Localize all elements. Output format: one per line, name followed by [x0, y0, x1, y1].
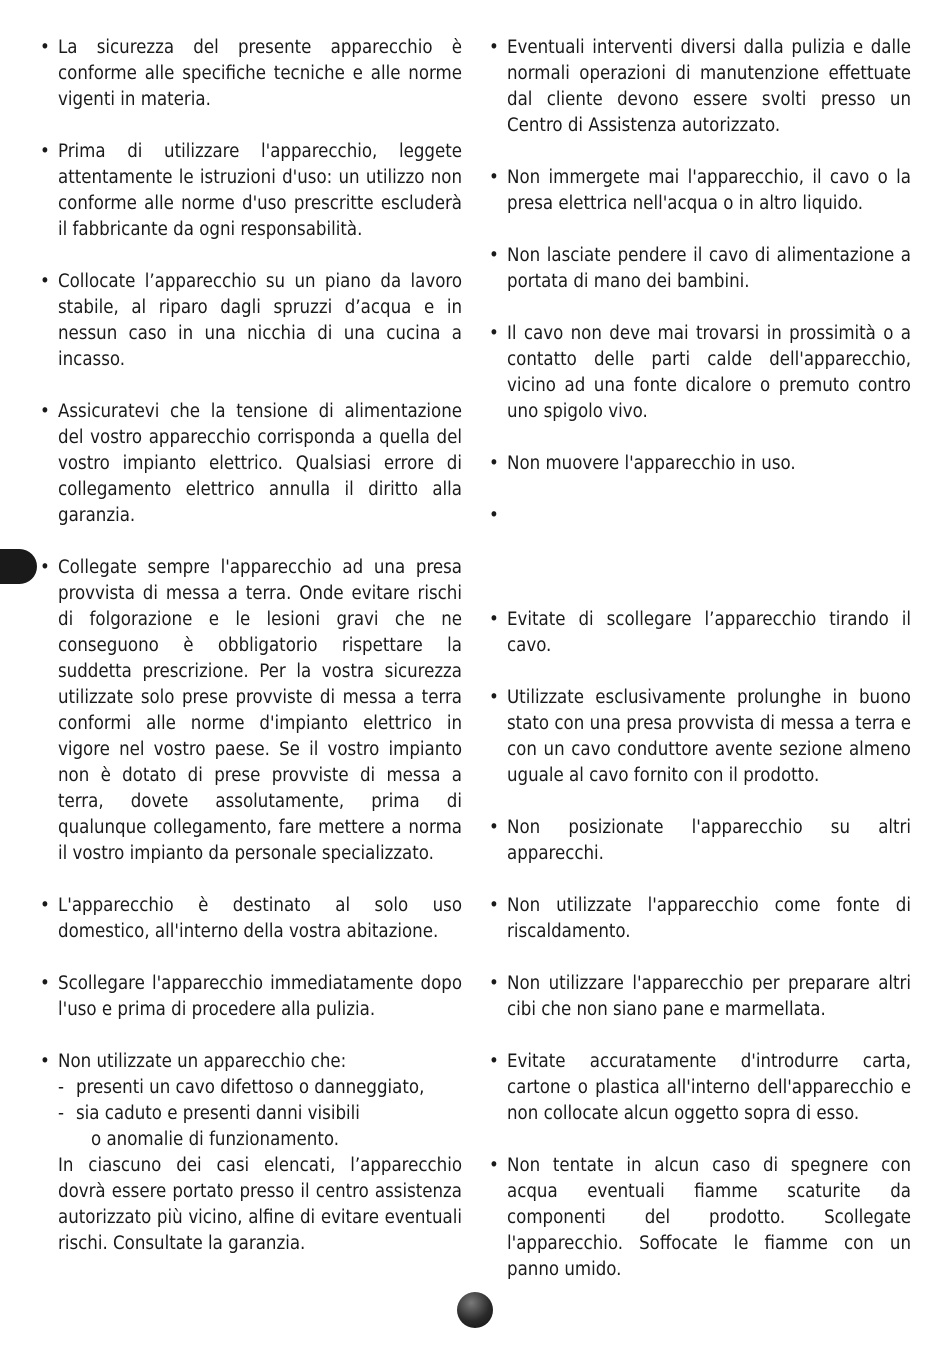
language-tab-marker — [0, 549, 37, 584]
bullet: • — [40, 37, 50, 58]
item-text: Non muovere l'apparecchio in uso. — [507, 453, 796, 474]
bullet: • — [489, 895, 499, 916]
safety-item — [487, 321, 911, 425]
safety-item — [38, 971, 462, 1023]
item-text: Il cavo non deve mai trovarsi in prossimità o a contatto delle parti calde dell'apparecchio, vicino ad una fonte dicalore o premuto contro uno spigolo vivo. — [507, 323, 911, 422]
bullet: • — [40, 557, 50, 578]
bullet: • — [489, 505, 499, 526]
bullet: • — [489, 1155, 499, 1176]
bullet: • — [489, 609, 499, 630]
bullet: • — [489, 1051, 499, 1072]
bullet: • — [489, 453, 499, 474]
item-text: Collegate sempre l'apparecchio ad una presa provvista di messa a terra. Onde evitare rischi di folgorazione e le lesioni gravi che ne conseguono è obbligatorio rispettare la suddetta prescrizione. Per la vostra sicurezza utilizzate solo prese provviste di messa a terra conformi alle norme d'impianto elettrico in vigore nel vostro paese. Se il vostro impianto non è dotato di prese provviste di messa a terra, dovete assolutamente, prima di qualunque collegamento, fare mettere a norma il vostro impianto da personale specializzato. — [58, 557, 462, 864]
safety-item — [38, 399, 462, 529]
item-text: Non utilizzate un apparecchio che: — [58, 1051, 347, 1072]
item-text: L'apparecchio è destinato al solo uso domestico, all'interno della vostra abitazione. — [58, 895, 462, 942]
page-number-badge — [457, 1292, 493, 1328]
bullet: • — [40, 973, 50, 994]
bullet: • — [40, 895, 50, 916]
safety-item — [487, 893, 911, 945]
safety-item — [487, 685, 911, 789]
item-text: La sicurezza del presente apparecchio è conforme alle specifiche tecniche e alle norme vigenti in materia. — [58, 37, 462, 110]
bullet: • — [489, 245, 499, 266]
safety-item — [487, 607, 911, 659]
item-text: Non utilizzate l'apparecchio come fonte di riscaldamento. — [507, 895, 911, 942]
sub-item-text: o anomalie di funzionamento. — [91, 1129, 339, 1150]
bullet: • — [40, 141, 50, 162]
sub-item-text: sia caduto e presenti danni visibili — [76, 1103, 360, 1124]
bullet: • — [489, 323, 499, 344]
safety-item — [487, 243, 911, 295]
sub-item-continuation — [58, 1127, 462, 1153]
item-text: Eventuali interventi diversi dalla pulizia e dalle normali operazioni di manutenzione effettuate dal cliente devono essere svolti presso un Centro di Assistenza autorizzato. — [507, 37, 911, 136]
safety-item — [487, 815, 911, 867]
dash: - — [58, 1077, 65, 1098]
safety-item — [38, 269, 462, 373]
bullet: • — [489, 973, 499, 994]
item-text: Assicuratevi che la tensione di alimentazione del vostro apparecchio corrisponda a quella del vostro impianto elettrico. Qualsiasi errore di collegamento elettrico annulla il diritto alla garanzia. — [58, 401, 462, 526]
safety-item — [487, 165, 911, 217]
item-text: Evitate accuratamente d'introdurre carta, cartone o plastica all'interno dell'apparecchio e non collocate alcun oggetto sopra di esso. — [507, 1051, 911, 1124]
item-text: Non utilizzare l'apparecchio per preparare altri cibi che non siano pane e marmellata. — [507, 973, 911, 1020]
safety-item — [487, 35, 911, 139]
safety-item — [487, 971, 911, 1023]
item-text: Prima di utilizzare l'apparecchio, leggete attentamente le istruzioni d'uso: un utilizzo non conforme alle norme d'uso prescritte escluderà il fabbricante da ogni responsabilità. — [58, 141, 462, 240]
right-column — [487, 35, 911, 1283]
safety-item — [38, 35, 462, 113]
sub-item-text: presenti un cavo difettoso o danneggiato, — [76, 1077, 425, 1098]
item-text: Utilizzate esclusivamente prolunghe in buono stato con una presa provvista di messa a terra e con un cavo conduttore avente sezione almeno uguale al cavo fornito con il prodotto. — [507, 687, 911, 786]
safety-item — [38, 1049, 462, 1257]
item-text: Evitate di scollegare l’apparecchio tirando il cavo. — [507, 609, 911, 656]
bullet: • — [489, 687, 499, 708]
left-column — [38, 35, 462, 1257]
item-text: Non immergete mai l'apparecchio, il cavo o la presa elettrica nell'acqua o in altro liquido. — [507, 167, 911, 214]
item-text: Scollegare l'apparecchio immediatamente dopo l'uso e prima di procedere alla pulizia. — [58, 973, 462, 1020]
bullet: • — [40, 1051, 50, 1072]
bullet: • — [489, 817, 499, 838]
item-text: Non posizionate l'apparecchio su altri apparecchi. — [507, 817, 911, 864]
item-text-after: In ciascuno dei casi elencati, l’apparecchio dovrà essere portato presso il centro assistenza autorizzato più vicino, alfine di evitare eventuali rischi. Consultate la garanzia. — [58, 1155, 462, 1254]
safety-item-empty — [487, 503, 911, 529]
item-text: Non lasciate pendere il cavo di alimentazione a portata di mano dei bambini. — [507, 245, 911, 292]
safety-item — [487, 1049, 911, 1127]
safety-item — [38, 555, 462, 867]
bullet: • — [40, 401, 50, 422]
safety-item — [38, 139, 462, 243]
item-text: Collocate l’apparecchio su un piano da lavoro stabile, al riparo dagli spruzzi d’acqua e in nessun caso in una nicchia di una cucina a incasso. — [58, 271, 462, 370]
bullet: • — [40, 271, 50, 292]
item-text: Non tentate in alcun caso di spegnere con acqua eventuali fiamme scaturite da componenti del prodotto. Scollegate l'apparecchio. Soffocate le fiamme con un panno umido. — [507, 1155, 911, 1280]
page-number — [457, 1292, 493, 1328]
safety-item — [487, 451, 911, 477]
dash: - — [58, 1103, 65, 1124]
sub-item — [58, 1075, 462, 1101]
bullet: • — [489, 167, 499, 188]
safety-item — [487, 1153, 911, 1283]
sub-item — [58, 1101, 462, 1127]
safety-item — [38, 893, 462, 945]
bullet: • — [489, 37, 499, 58]
